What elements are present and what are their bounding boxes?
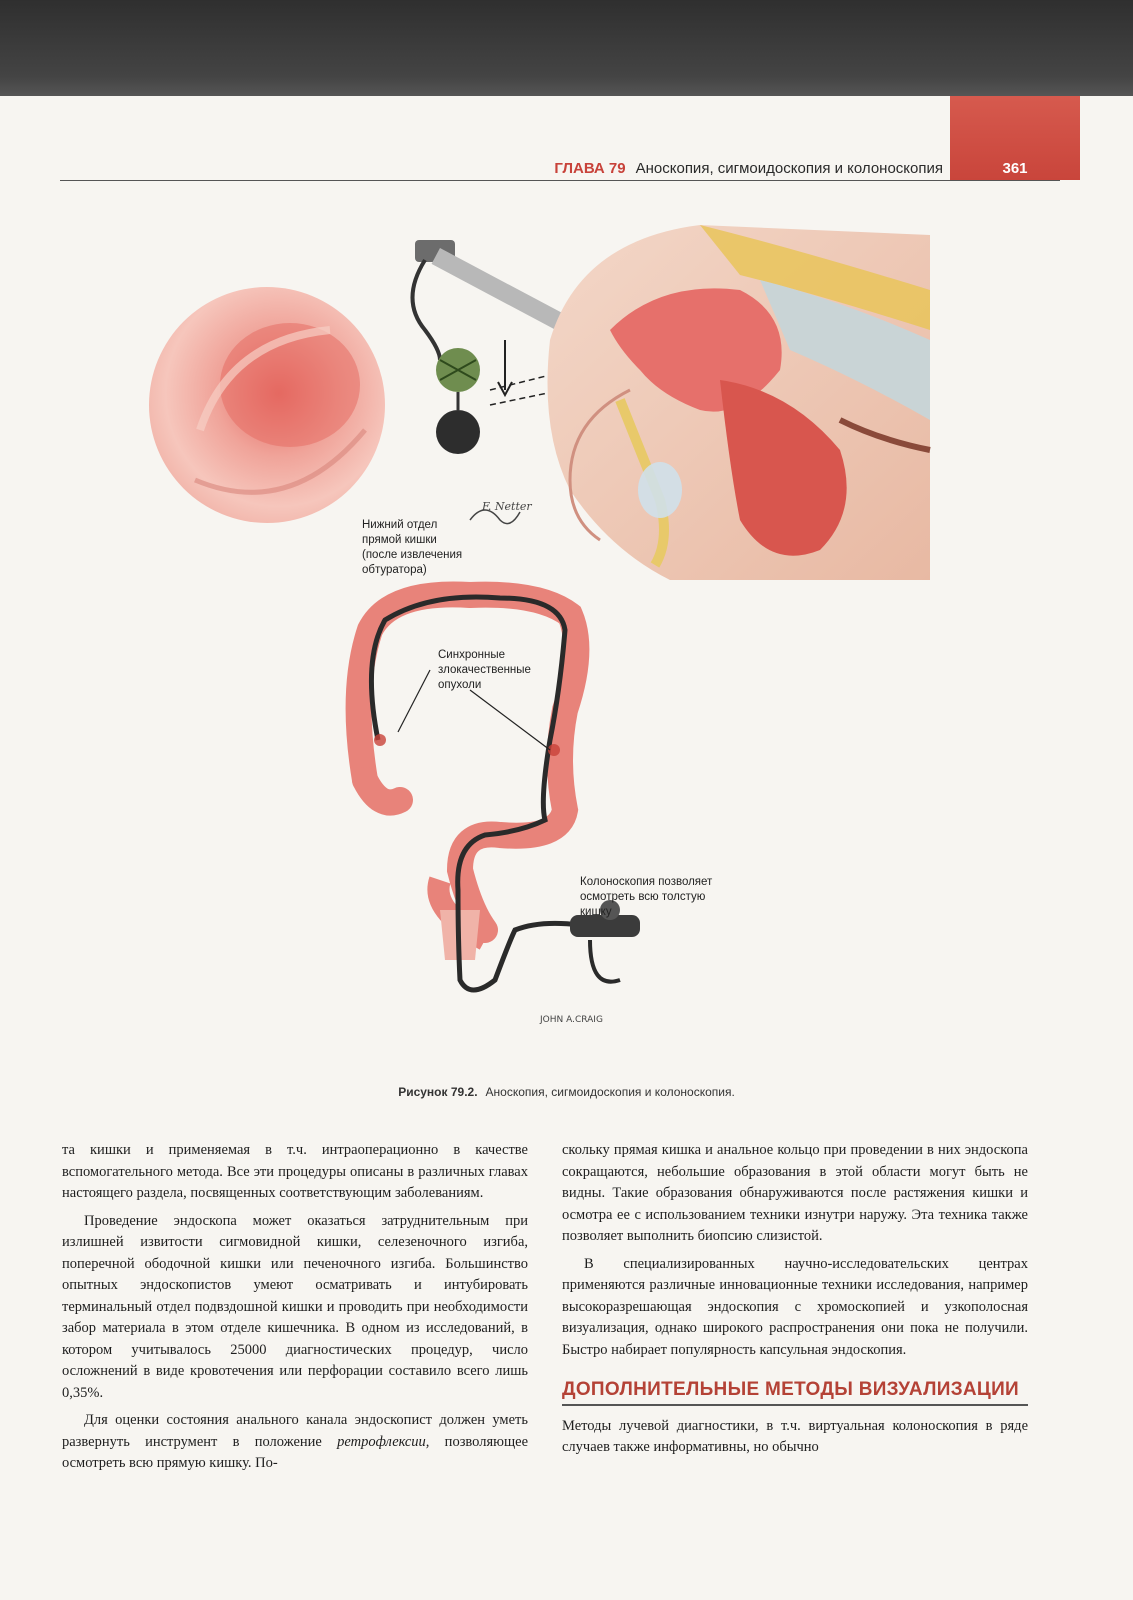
craig-signature (539, 1015, 603, 1025)
left-paragraph-3-italic: ретрофлексии, (337, 1433, 430, 1450)
running-head (554, 160, 943, 177)
chapter-title: Аноскопия, сигмоидоскопия и колоноскопия (635, 160, 943, 177)
svg-text:F. Netter: F. Netter (482, 500, 532, 513)
left-paragraph-3 (62, 1410, 528, 1475)
right-paragraph-2: В специализированных научно-исследовательских центрах применяются различные инновационные техники исследования, например высокоразрешающая эндоскопия с хромоскопией и узкополосная визуализация, однако широкого распространения они пока не получили. Быстро набирает популярность капсульная эндоскопия. (562, 1255, 1028, 1358)
right-column (562, 1140, 1028, 1465)
chapter-label: ГЛАВА 79 (554, 160, 626, 177)
anatomical-figure (140, 220, 960, 1050)
figure-caption (0, 1085, 1133, 1099)
left-paragraph-1: та кишки и применяемая в т.ч. интраоперационно в качестве вспомогательного метода. Все эти процедуры описаны в различных главах настоящего раздела, посвященных соответствующим заболеваниям. (62, 1142, 528, 1201)
label-colonoscopy: Колоноскопия позволяет осмотреть всю толстую кишку (580, 876, 713, 918)
right-paragraph-1: скольку прямая кишка и анальное кольцо при проведении в них эндоскопа сокращаются, небольшие образования в этой области могут быть не видны. Такие образования обнаруживаются после растяжения кишки и осмотра ее с использованием техники изнутри наружу. Эта техника также позволяет выполнить биопсию слизистой. (562, 1142, 1028, 1244)
left-paragraph-2: Проведение эндоскопа может оказаться затруднительным при излишней извитости сигмовидной кишки, селезеночного изгиба, поперечной ободочной кишки или печеночного изгиба. Большинство опытных эндоскопистов умеют осматривать и интубировать терминальный отдел подвздошной кишки и проводить при необходимости забор материала в этом отделе кишечника. В одном из исследований, в котором учитывалось 25000 диагностических процедур, число осложнений в виде кровотечения или перфорации составило всего лишь 0,35%. (62, 1212, 528, 1401)
right-paragraph-3: Методы лучевой диагностики, в т.ч. виртуальная колоноскопия в ряде случаев также информативны, но обычно (562, 1417, 1028, 1455)
caption-text: Аноскопия, сигмоидоскопия и колоноскопия. (485, 1085, 735, 1099)
left-paragraph-3-end: позволяющее осмотреть всю прямую кишку. По- (62, 1433, 529, 1471)
pelvic-sagittal-section (548, 225, 931, 580)
scan-shadow-band (0, 0, 1133, 96)
left-paragraph-3-start: Для оценки состояния анального канала эндоскопист должен уметь развернуть инструмент в положение (62, 1412, 528, 1450)
rectum-endoscopic-view (149, 287, 385, 523)
label-tumors: Синхронные злокачественные опухоли (438, 649, 531, 691)
header-rule (60, 180, 1060, 181)
label-rectum: Нижний отдел прямой кишки (после извлечения обтуратора) (362, 519, 463, 576)
page-number: 361 (1002, 160, 1028, 177)
svg-text:JOHN A.CRAIG: JOHN A.CRAIG (540, 1015, 603, 1025)
figure-illustration (140, 220, 960, 1050)
section-heading: ДОПОЛНИТЕЛЬНЫЕ МЕТОДЫ ВИЗУАЛИЗАЦИИ (562, 1379, 1028, 1406)
caption-label: Рисунок 79.2. (398, 1085, 478, 1099)
left-column (62, 1140, 528, 1481)
